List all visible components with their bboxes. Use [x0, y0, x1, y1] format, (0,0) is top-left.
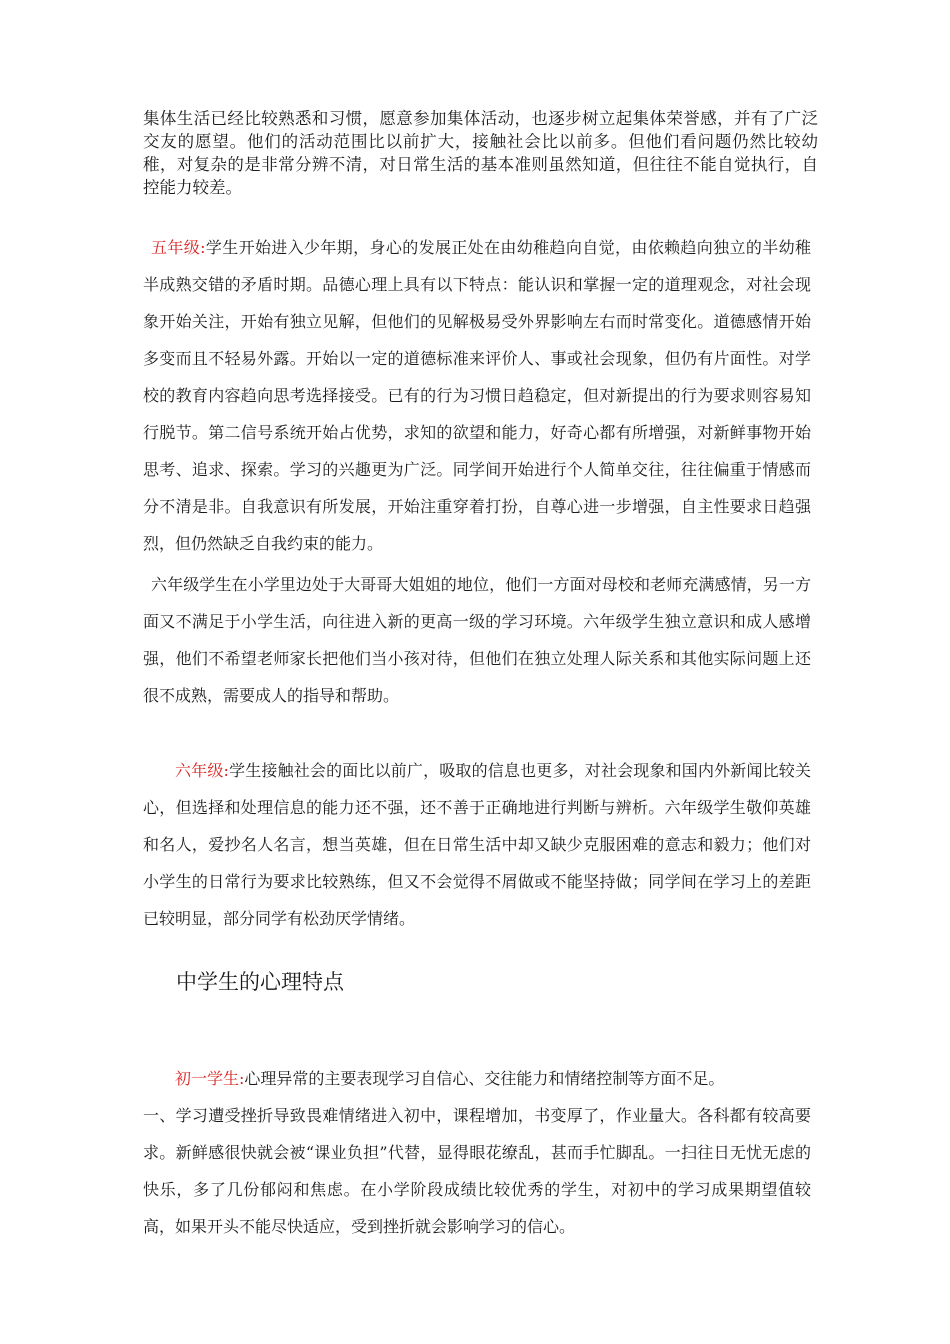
- grade7-paragraph: [143, 1060, 811, 1097]
- grade6-label: 六年级:: [175, 761, 229, 780]
- grade7-label: 初一学生:: [175, 1069, 245, 1088]
- point1-paragraph: 一、学习遭受挫折导致畏难情绪进入初中，课程增加，书变厚了，作业量大。各科都有较高要求。新鲜感很快就会被“课业负担”代替，显得眼花缭乱，甚而手忙脚乱。一扫往日无忧无虑的快乐，多了几份郁闷和焦虑。在小学阶段成绩比较优秀的学生，对初中的学习成果期望值较高，如果开头不能尽快适应，受到挫折就会影响学习的信心。: [143, 1106, 811, 1236]
- grade5-paragraph: [143, 229, 811, 562]
- section-heading: 中学生的心理特点: [176, 970, 344, 994]
- grade5-text: 学生开始进入少年期，身心的发展正处在由幼稚趋向自觉，由依赖趋向独立的半幼稚半成熟交错的矛盾时期。品德心理上具有以下特点：能认识和掌握一定的道理观念，对社会现象开始关注，开始有独立见解，但他们的见解极易受外界影响左右而时常变化。道德感情开始多变而且不轻易外露。开始以一定的道德标准来评价人、事或社会现象，但仍有片面性。对学校的教育内容趋向思考选择接受。已有的行为习惯日趋稳定，但对新提出的行为要求则容易知行脱节。第二信号系统开始占优势，求知的欲望和能力，好奇心都有所增强，对新鲜事物开始思考、追求、探索。学习的兴趣更为广泛。同学间开始进行个人简单交往，往往偏重于情感而分不清是非。自我意识有所发展，开始注重穿着打扮，自尊心进一步增强，自主性要求日趋强烈，但仍然缺乏自我约束的能力。: [143, 238, 811, 553]
- grade5-label: 五年级:: [151, 238, 206, 257]
- grade7-text: 心理异常的主要表现学习自信心、交往能力和情绪控制等方面不足。: [244, 1069, 725, 1088]
- grade6-intro-paragraph: 六年级学生在小学里边处于大哥哥大姐姐的地位，他们一方面对母校和老师充满感情，另一方面又不满足于小学生活，向往进入新的更高一级的学习环境。六年级学生独立意识和成人感增强，他们不希望老师家长把他们当小孩对待，但他们在独立处理人际关系和其他实际问题上还很不成熟，需要成人的指导和帮助。: [143, 575, 811, 705]
- intro-paragraph: 集体生活已经比较熟悉和习惯，愿意参加集体活动，也逐步树立起集体荣誉感，并有了广泛交友的愿望。他们的活动范围比以前扩大，接触社会比以前多。但他们看问题仍然比较幼稚，对复杂的是非常分辨不清，对日常生活的基本准则虽然知道，但往往不能自觉执行，自控能力较差。: [143, 109, 818, 197]
- grade6-paragraph: [143, 752, 811, 937]
- grade6-text: 学生接触社会的面比以前广，吸取的信息也更多，对社会现象和国内外新闻比较关心，但选择和处理信息的能力还不强，还不善于正确地进行判断与辨析。六年级学生敬仰英雄和名人，爱抄名人名言，想当英雄，但在日常生活中却又缺少克服困难的意志和毅力；他们对小学生的日常行为要求比较熟练，但又不会觉得不屑做或不能坚持做；同学间在学习上的差距已较明显，部分同学有松劲厌学情绪。: [143, 761, 811, 928]
